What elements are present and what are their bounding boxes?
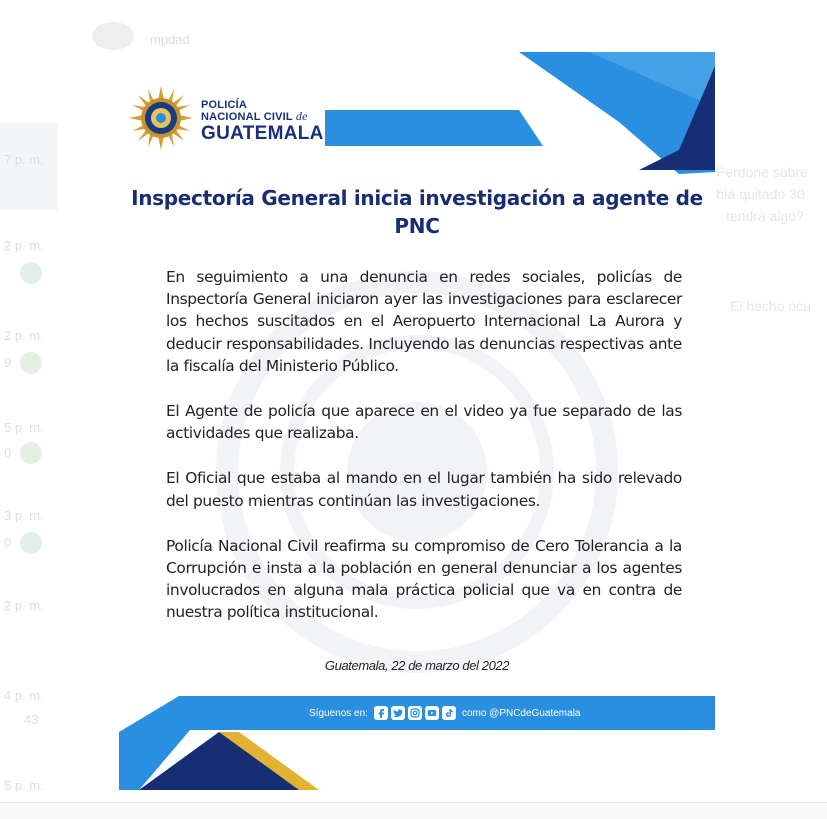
paragraph: El Oficial que estaba al mando en el lugar también ha sido relevado del puesto mientras continúan las investigaciones. xyxy=(166,469,682,510)
header-blue-band xyxy=(325,110,543,146)
paragraph: En seguimiento a una denuncia en redes sociales, policías de Inspectoría General iniciaron ayer las investigaciones para esclarecer los hechos suscitados en el Aeropuerto Internacional La Aurora y deducir responsabilidades. Incluyendo las denuncias respectivas ante la fiscalía del Ministerio Público. xyxy=(166,268,682,375)
social-handle: como @PNCdeGuatemala xyxy=(461,707,581,719)
instagram-icon xyxy=(408,706,422,720)
brand-suffix: de xyxy=(295,109,308,123)
background-count: 9 xyxy=(4,355,12,370)
announcement-body xyxy=(166,266,682,647)
background-time: 7 p. m. xyxy=(4,152,44,167)
background-time: 4 p. m. xyxy=(4,688,44,703)
background-message: bía quitado 30 xyxy=(716,186,805,202)
unread-badge xyxy=(20,532,42,554)
background-time: 3 p. m. xyxy=(4,508,44,523)
background-time: 2 p. m. xyxy=(4,328,44,343)
background-time: 2 p. m. xyxy=(4,598,44,613)
pnc-badge-logo xyxy=(129,86,193,150)
pnc-brand-wordmark xyxy=(201,100,324,144)
paragraph: El Agente de policía que aparece en el video ya fue separado de las actividades que realizaba. xyxy=(166,402,682,443)
tiktok-icon xyxy=(442,706,456,720)
youtube-icon xyxy=(425,706,439,720)
background-count: 43 xyxy=(24,712,39,727)
social-label: Síguenos en: xyxy=(309,707,368,719)
unread-badge xyxy=(20,352,42,374)
brand-line-1: POLICÍA xyxy=(201,99,248,111)
announcement-date: Guatemala, 22 de marzo del 2022 xyxy=(324,658,510,673)
bottom-bar xyxy=(0,802,827,819)
unread-badge xyxy=(20,442,42,464)
avatar xyxy=(92,22,134,50)
pnc-announcement-image[interactable] xyxy=(119,52,715,790)
background-time: 5 p. m. xyxy=(4,420,44,435)
background-time: 5 p. m. xyxy=(4,778,44,793)
background-message: Perdone sobre xyxy=(716,164,808,180)
background-message: tendra algo? xyxy=(726,208,804,224)
background-count: 0 xyxy=(4,535,12,550)
background-count: 0 xyxy=(4,445,12,460)
social-footer xyxy=(309,704,580,722)
brand-line-2: NACIONAL CIVIL de xyxy=(201,109,308,123)
background-time: 2 p. m. xyxy=(4,238,44,253)
background-message: El hecho ocu xyxy=(730,298,811,314)
announcement-title: Inspectoría General inicia investigación a agente de PNC xyxy=(131,186,703,238)
unread-badge xyxy=(20,262,42,284)
facebook-icon xyxy=(374,706,388,720)
paragraph: Policía Nacional Civil reafirma su compromiso de Cero Tolerancia a la Corrupción e insta a la población en general denunciar a los agentes involucrados en alguna mala práctica policial que va en contra de nuestra política institucional. xyxy=(166,536,682,622)
brand-line-3: GUATEMALA xyxy=(201,123,324,144)
twitter-icon xyxy=(391,706,405,720)
background-top-text: mpdad xyxy=(150,32,190,47)
